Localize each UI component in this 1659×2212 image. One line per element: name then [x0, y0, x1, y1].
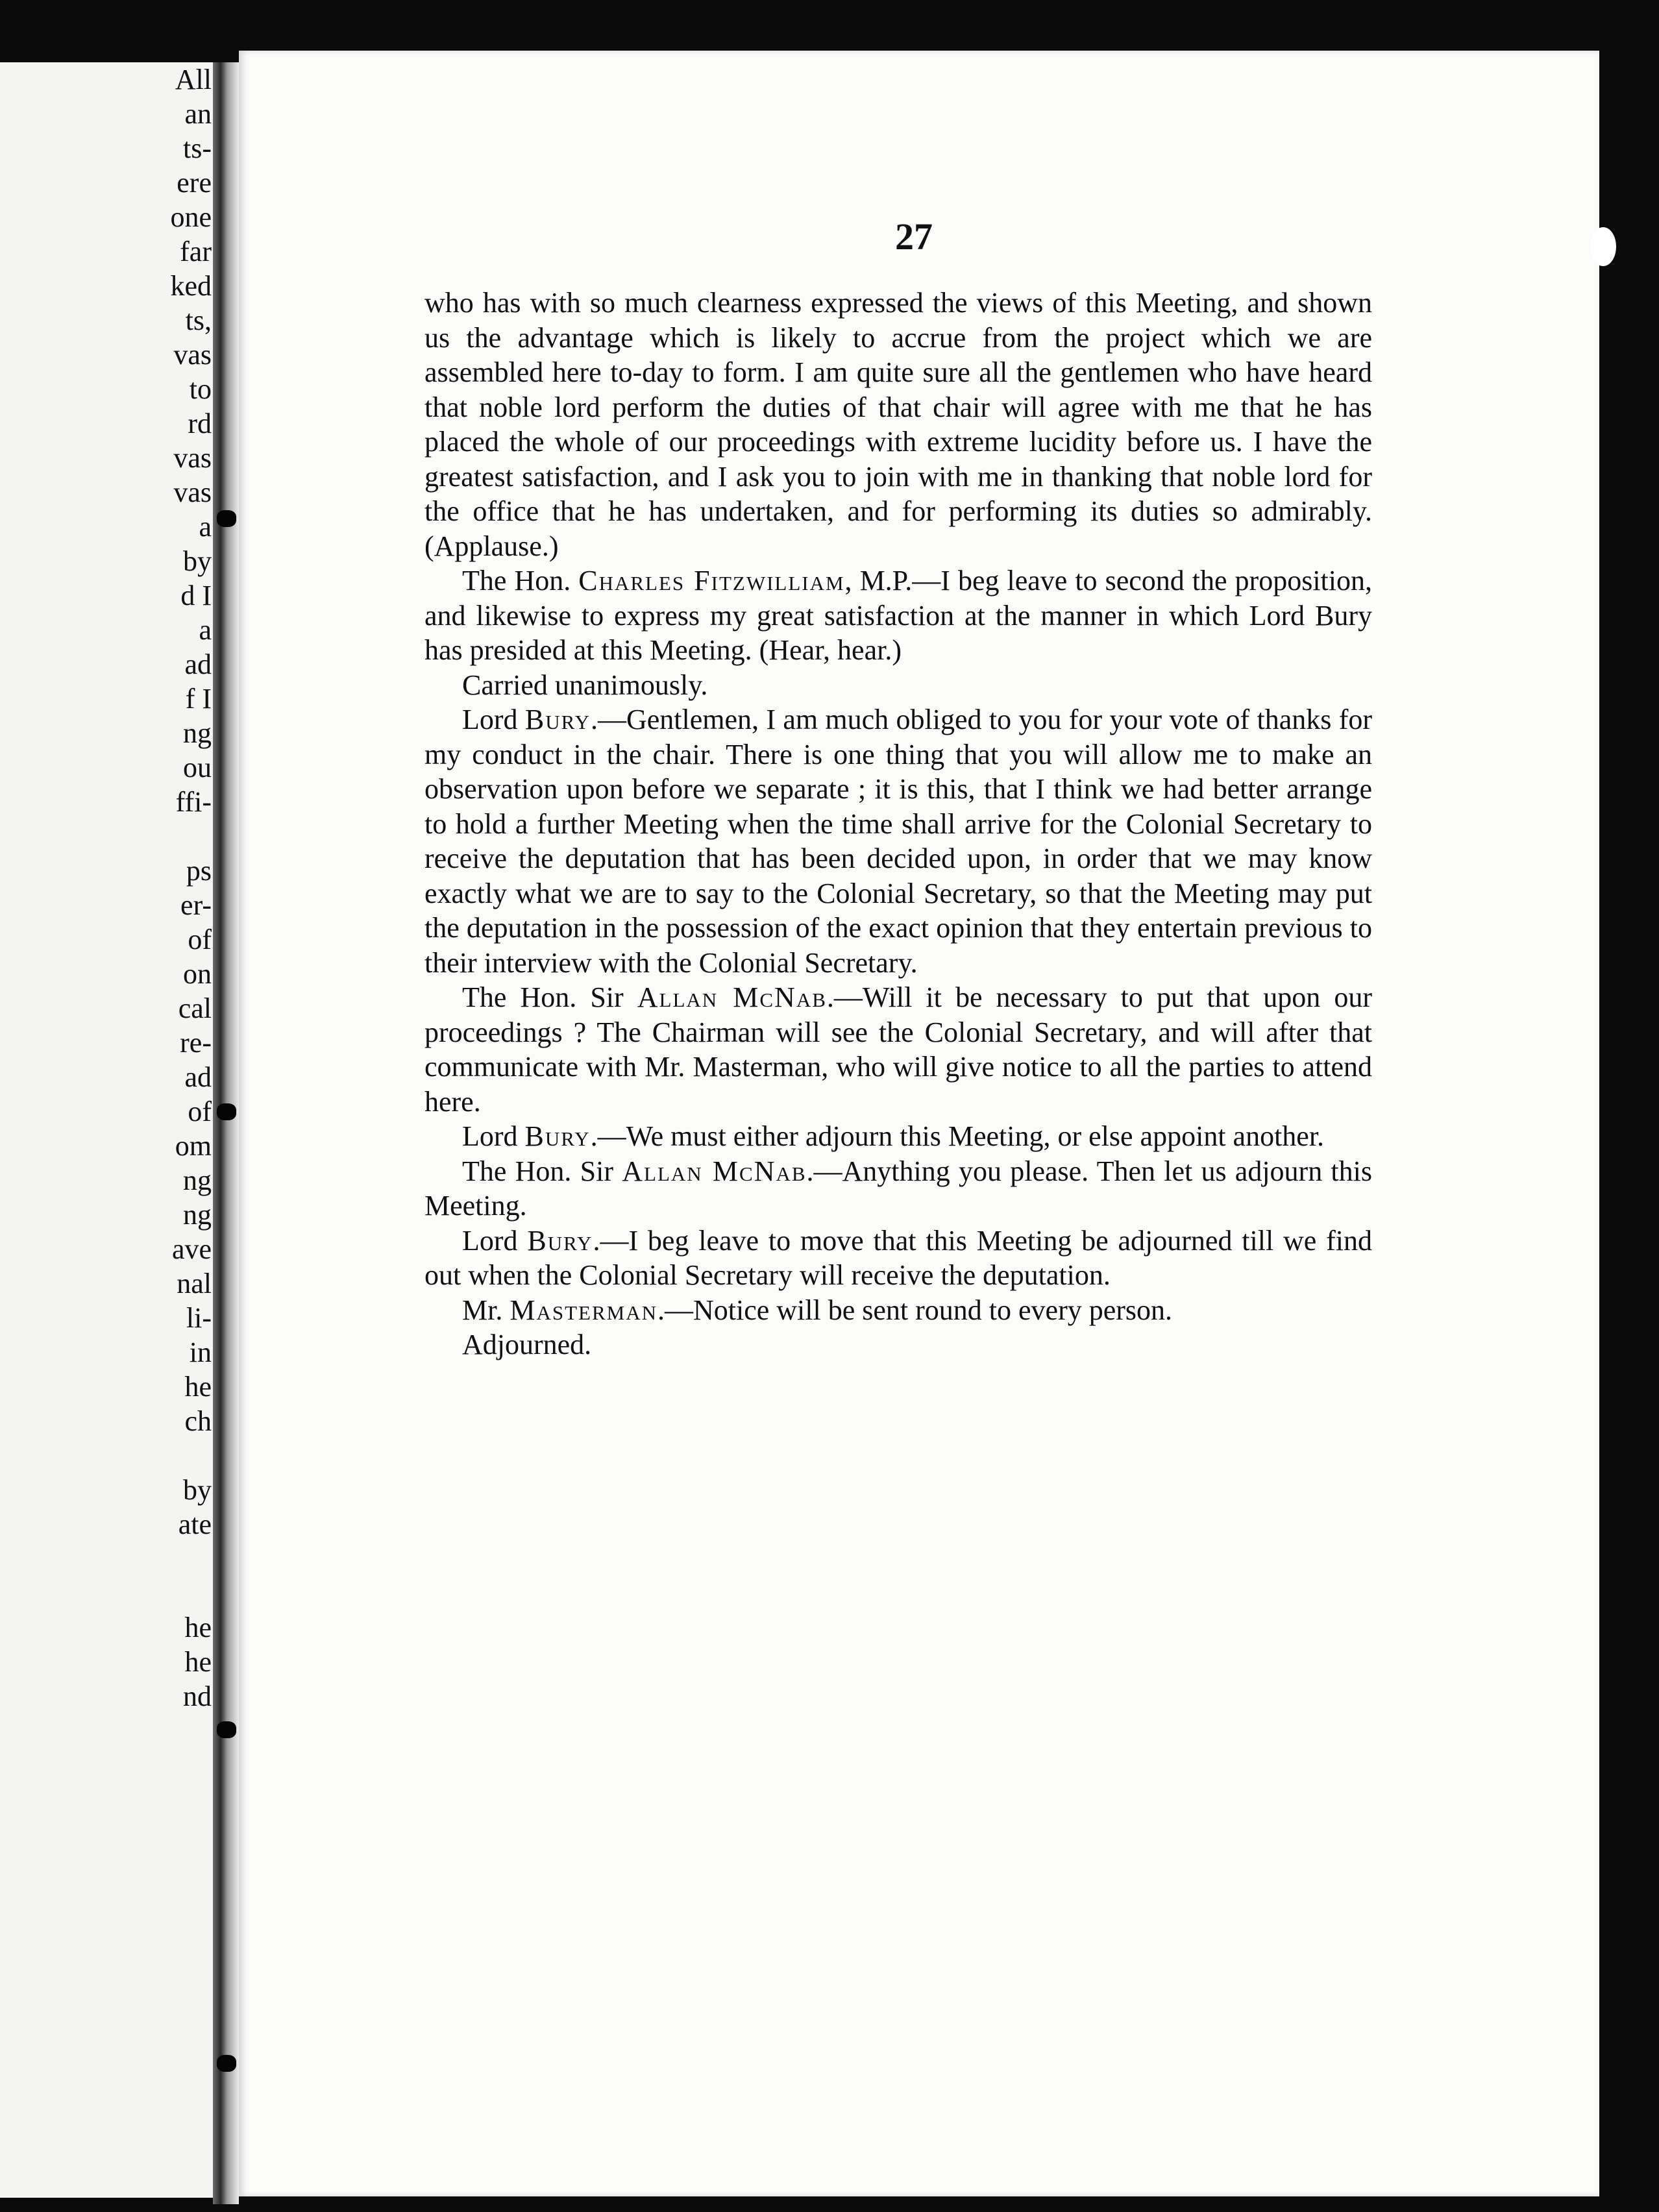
- previous-page-fragment: in: [189, 1336, 212, 1368]
- previous-page-fragment: on: [183, 958, 212, 990]
- previous-page-fragment: ng: [183, 1164, 212, 1196]
- paragraph-text: .—We must either adjourn this Meeting, or else appoint another.: [590, 1120, 1325, 1152]
- previous-page-fragment: [170, 1576, 212, 1610]
- previous-page-fragment: vas: [173, 476, 212, 508]
- previous-page-fragment: cal: [178, 992, 212, 1024]
- previous-page-fragment: ts,: [185, 304, 212, 336]
- previous-page-fragment: by: [183, 1474, 212, 1506]
- paragraph-text: .—Gentlemen, I am much obliged to you for your vote of thanks for my conduct in the chair. There is one thing that you will allow me to make an observation upon before we separate ; it is this, that I think we had better arrange to hold a further Meeting when the time shall arrive for the Colonial Secretary to receive the deputation that has been decided upon, in order that we may know exactly what we are to say to the Colonial Secretary, so that the Meeting may put the deputation in the possession of the exact opinion that they entertain previous to their interview with the Colonial Secretary.: [424, 704, 1372, 979]
- previous-page-fragment: he: [184, 1646, 212, 1678]
- previous-page-fragment: vas: [173, 442, 212, 474]
- book-page: [239, 51, 1599, 2196]
- previous-page-fragment: om: [175, 1130, 212, 1162]
- binding-stitch: [217, 1103, 236, 1120]
- previous-page-fragment: nd: [183, 1680, 212, 1712]
- binding-stitch: [217, 510, 236, 527]
- speaker-name: Bury: [524, 704, 591, 735]
- speaker-name: Masterman: [510, 1294, 657, 1326]
- paragraph-text: Mr.: [462, 1294, 510, 1326]
- paragraph: [424, 1223, 1372, 1293]
- paragraph-text: Lord: [462, 704, 525, 735]
- paragraph: [424, 668, 1372, 703]
- paragraph: [424, 1327, 1372, 1362]
- paragraph-text: Adjourned.: [462, 1329, 592, 1360]
- page-number: 27: [895, 215, 933, 258]
- paragraph: [424, 1293, 1372, 1328]
- previous-page-fragment: ate: [178, 1508, 212, 1540]
- previous-page-fragment: li-: [186, 1302, 212, 1334]
- previous-page-fragment: ps: [186, 855, 212, 887]
- previous-page-fragment: he: [184, 1612, 212, 1643]
- previous-page: [0, 62, 221, 2198]
- speaker-name: Bury: [527, 1224, 593, 1257]
- previous-page-fragment: re-: [180, 1027, 212, 1059]
- page-edge-mark: [1590, 227, 1616, 266]
- previous-page-fragment: a: [199, 614, 212, 646]
- paragraph: [424, 980, 1372, 1119]
- previous-page-fragment: nal: [177, 1268, 212, 1299]
- previous-page-fragment: of: [188, 924, 212, 955]
- paragraph: [424, 702, 1372, 980]
- paragraph-text: , M.P.—I beg leave to second the proposition, and likewise to express my great satisfaction at the manner in which Lord Bury has presided at this Meeting. (Hear, hear.): [424, 565, 1372, 666]
- previous-page-fragment: ad: [184, 648, 212, 680]
- paragraph-text: Lord: [462, 1120, 525, 1152]
- book-binding: [213, 62, 239, 2204]
- paragraph: [424, 1119, 1372, 1154]
- previous-page-fragment: to: [189, 373, 212, 405]
- previous-page-fragment: f I: [185, 683, 212, 715]
- previous-page-fragment: ked: [170, 270, 212, 302]
- speaker-name: Allan McNab: [622, 1155, 807, 1187]
- previous-page-fragment: rd: [188, 408, 212, 439]
- speaker-name: Bury: [524, 1120, 591, 1152]
- binding-stitch: [217, 2055, 236, 2072]
- paragraph-text: The Hon.: [462, 565, 579, 596]
- previous-page-fragment: a: [199, 511, 212, 543]
- speaker-name: Allan McNab: [637, 981, 827, 1013]
- paragraph-text: .—I beg leave to move that this Meeting be adjourned till we find out when the Colonial Secretary will receive the deputation.: [424, 1224, 1373, 1291]
- previous-page-fragment: ng: [183, 717, 212, 749]
- paragraph-text: .—Notice will be sent round to every person.: [657, 1294, 1173, 1326]
- previous-page-fragment: one: [170, 201, 212, 233]
- previous-page-fragment: ou: [183, 752, 212, 783]
- previous-page-fragment: ch: [184, 1405, 212, 1437]
- speaker-name: Charles Fitzwilliam: [578, 565, 845, 596]
- previous-page-fragment: ave: [171, 1233, 212, 1265]
- previous-page-fragment: ng: [183, 1199, 212, 1231]
- page-body-text: [424, 286, 1372, 1362]
- paragraph: [424, 286, 1372, 563]
- paragraph: [424, 1154, 1372, 1223]
- previous-page-text-fragments: [170, 62, 212, 1714]
- paragraph-text: The Hon. Sir: [462, 981, 637, 1013]
- paragraph: [424, 563, 1372, 668]
- previous-page-fragment: d I: [180, 580, 212, 611]
- previous-page-fragment: [170, 1438, 212, 1473]
- previous-page-fragment: [170, 819, 212, 854]
- previous-page-fragment: by: [183, 545, 212, 577]
- paragraph-text: Carried unanimously.: [462, 669, 708, 701]
- paragraph-text: .—Anything you please. Then let us adjourn this Meeting.: [424, 1155, 1373, 1222]
- paragraph-text: .—Will it be necessary to put that upon our proceedings ? The Chairman will see the Colonial Secretary, and will after that communicate with Mr. Masterman, who will give notice to all the parties to attend here.: [424, 981, 1373, 1118]
- previous-page-fragment: vas: [173, 339, 212, 371]
- previous-page-fragment: an: [184, 98, 212, 130]
- paragraph-text: Lord: [462, 1224, 528, 1257]
- paragraph-text: who has with so much clearness expressed the views of this Meeting, and shown us the advantage which is likely to accrue from the project which we are assembled here to-day to form. I am quite sure all the gentlemen who have heard that noble lord perform the duties of that chair will agree with me that he has placed the whole of our proceedings with extreme lucidity before us. I have the greatest satisfaction, and I ask you to join with me in thanking that noble lord for the office that he has undertaken, and for performing its duties so admirably. (Applause.): [424, 287, 1372, 562]
- previous-page-fragment: ad: [184, 1061, 212, 1093]
- previous-page-fragment: far: [180, 236, 212, 267]
- previous-page-fragment: ts-: [183, 132, 212, 164]
- previous-page-fragment: er-: [180, 889, 212, 921]
- binding-stitch: [217, 1721, 236, 1738]
- previous-page-fragment: ere: [177, 167, 212, 199]
- previous-page-fragment: [170, 1542, 212, 1576]
- previous-page-fragment: he: [184, 1371, 212, 1403]
- paragraph-text: The Hon. Sir: [462, 1155, 622, 1187]
- previous-page-fragment: of: [188, 1096, 212, 1127]
- previous-page-fragment: All: [175, 64, 212, 95]
- previous-page-fragment: ffi-: [175, 786, 212, 818]
